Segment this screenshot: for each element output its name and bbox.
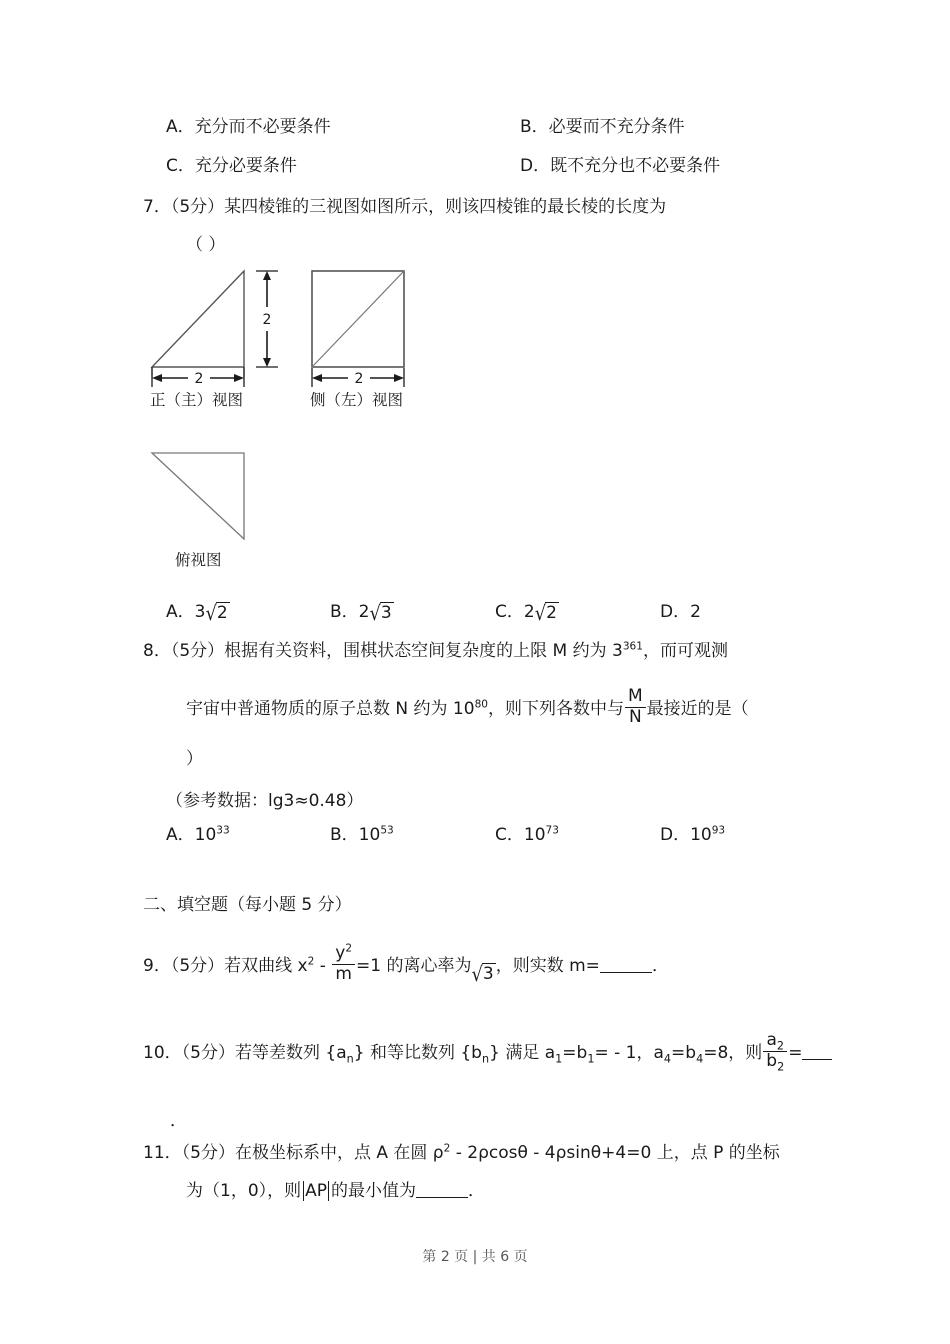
option-8-C-exponent: 73	[545, 824, 559, 837]
question-10-text-d: =b	[562, 1043, 588, 1064]
option-8-A-exponent: 33	[216, 824, 230, 837]
question-8-text-e: 最接近的是（	[646, 699, 749, 720]
option-8-B-base: 10	[358, 825, 381, 845]
option-7-A-label: A．	[166, 602, 195, 622]
option-6-A[interactable]: A．充分而不必要条件	[166, 117, 331, 137]
question-11-text-b: - 2ρcosθ - 4ρsinθ+4=0 上，点 P 的坐标	[450, 1143, 780, 1163]
question-8-line1	[143, 636, 728, 661]
sqrt-icon: √3	[369, 601, 392, 626]
question-11-period: ．	[468, 1181, 486, 1201]
question-10-equals: =	[788, 1043, 803, 1064]
option-7-B-radicand: 3	[380, 603, 392, 623]
option-7-A-radicand: 2	[216, 603, 228, 623]
option-7-B-label: B．	[330, 602, 359, 622]
side-view-figure	[308, 263, 418, 380]
sqrt-icon: √3	[471, 962, 494, 987]
question-9-radicand: 3	[482, 964, 494, 985]
question-11-line1	[143, 1138, 780, 1163]
option-8-D-label: D．	[660, 825, 691, 845]
section-2-heading: 二、填空题（每小题 5 分）	[143, 895, 352, 915]
front-view-figure	[148, 263, 288, 383]
front-view-svg	[148, 263, 288, 378]
question-10-sub-1b: 1	[587, 1052, 595, 1066]
question-10-period: ．	[170, 1111, 187, 1131]
option-8-D[interactable]	[660, 820, 725, 845]
option-8-C-base: 10	[523, 825, 546, 845]
question-10-text-f: =b	[671, 1043, 697, 1064]
question-10-sub-4b: 4	[696, 1052, 704, 1066]
question-11-exponent-2: 2	[443, 1142, 451, 1155]
front-view-caption: 正（主）视图	[150, 391, 244, 409]
side-view-width-label: 2	[354, 371, 364, 387]
question-8-text-c: 宇宙中普通物质的原子总数 N 约为 10	[186, 699, 475, 720]
question-7-stem: 某四棱锥的三视图如图所示，则该四棱锥的最长棱的长度为	[224, 197, 667, 217]
option-8-C-label: C．	[495, 825, 524, 845]
question-9-minus: -	[314, 956, 332, 977]
question-11-text-d: 的最小值为	[331, 1181, 417, 1201]
option-6-B[interactable]: B．必要而不充分条件	[520, 117, 685, 137]
question-8-text-a: 根据有关资料，围棋状态空间复杂度的上限 M 约为 3	[224, 641, 623, 661]
fraction-numerator-y2	[332, 942, 355, 965]
fraction-denominator-sub: 2	[777, 1060, 785, 1074]
question-7-line1	[143, 192, 666, 217]
fraction-a2-over-b2	[763, 1030, 787, 1074]
fraction-M-over-N	[625, 688, 646, 727]
option-7-C-label: C．	[495, 602, 524, 622]
question-8-exponent-361: 361	[622, 640, 643, 653]
question-7-score: （5分）	[170, 197, 225, 217]
sqrt-icon: √2	[534, 601, 557, 626]
question-9-score: （5分）	[170, 956, 225, 977]
side-view-dim-svg	[308, 367, 418, 389]
option-7-D-label: D．	[660, 602, 691, 622]
question-7-number: 7．	[143, 197, 171, 217]
option-8-C[interactable]	[495, 820, 559, 845]
question-10-text-e: = - 1，a	[594, 1043, 664, 1064]
fraction-denominator-m: m	[335, 963, 352, 984]
option-8-D-exponent: 93	[711, 824, 726, 837]
front-view-dim-svg	[148, 367, 258, 389]
top-view-svg	[148, 447, 263, 547]
fraction-numerator-a2	[763, 1032, 787, 1052]
question-10-sub-n2: n	[481, 1052, 490, 1066]
absolute-value-AP: AP	[305, 1181, 328, 1201]
question-10-sub-4a: 4	[663, 1052, 672, 1066]
question-10	[143, 1030, 832, 1074]
question-10-score: （5分）	[181, 1043, 235, 1064]
question-8-line3: ）	[186, 749, 203, 769]
question-9-text-b: =1 的离心率为	[356, 956, 472, 977]
option-7-A[interactable]	[166, 597, 230, 624]
question-8-reference-data: （参考数据：lg3≈0.48）	[166, 791, 364, 811]
question-10-text-g: =8，则	[703, 1043, 763, 1064]
question-11-score: （5分）	[181, 1143, 235, 1163]
sqrt-icon: √2	[205, 601, 228, 626]
question-8-number: 8．	[143, 641, 171, 661]
option-7-A-coefficient: 3	[194, 602, 206, 622]
fraction-denominator-b2	[763, 1050, 787, 1074]
question-11-text-a: 在极坐标系中，点 A 在圆 ρ	[234, 1143, 444, 1163]
question-11-line2	[186, 1176, 485, 1201]
question-9-number: 9．	[143, 956, 171, 977]
fraction-numerator-M: M	[625, 688, 646, 708]
question-8-text-b: ，而可观测	[642, 641, 728, 661]
option-6-D[interactable]: D．既不充分也不必要条件	[520, 156, 721, 176]
option-7-C-coefficient: 2	[523, 602, 535, 622]
option-8-D-base: 10	[690, 825, 712, 845]
option-7-D[interactable]	[660, 597, 701, 622]
front-view-height-label: 2	[262, 312, 272, 328]
fraction-denominator-N: N	[628, 706, 642, 727]
option-8-A-base: 10	[194, 825, 217, 845]
question-10-text-c: } 满足 a	[489, 1043, 556, 1064]
top-view-figure	[148, 447, 263, 552]
answer-blank-11[interactable]	[416, 1181, 468, 1198]
question-8-score: （5分）	[170, 641, 225, 661]
answer-blank-9[interactable]	[600, 956, 652, 973]
option-8-B-label: B．	[330, 825, 359, 845]
fraction-denominator-b: b	[766, 1050, 778, 1071]
question-8-line2	[186, 688, 749, 727]
question-10-sub-n1: n	[346, 1052, 354, 1066]
question-9	[143, 942, 669, 987]
question-9-exponent-2: 2	[307, 955, 315, 968]
option-8-A[interactable]	[166, 820, 230, 845]
question-11-number: 11．	[143, 1143, 182, 1163]
front-view-width-label: 2	[194, 371, 204, 387]
question-9-text-c: ，则实数 m=	[495, 956, 600, 977]
option-7-D-value: 2	[690, 602, 701, 622]
answer-blank-10[interactable]	[802, 1043, 832, 1060]
option-7-B[interactable]	[330, 597, 394, 624]
question-7-answer-paren: （ ）	[186, 235, 226, 255]
question-9-text-a: 若双曲线 x	[224, 956, 308, 977]
question-8-exponent-80: 80	[474, 698, 488, 711]
option-6-C[interactable]: C．充分必要条件	[166, 156, 297, 176]
page-footer: 第 2 页 | 共 6 页	[422, 1249, 528, 1265]
option-7-C[interactable]	[495, 597, 559, 624]
side-view-caption: 侧（左）视图	[310, 391, 404, 409]
fraction-numerator-exponent: 2	[345, 942, 353, 955]
question-10-text-a: 若等差数列 {a	[234, 1043, 347, 1064]
fraction-numerator-y: y	[335, 943, 346, 963]
question-10-text-b: } 和等比数列 {b	[353, 1043, 482, 1064]
fraction-y2-over-m	[332, 942, 355, 984]
option-7-C-radicand: 2	[546, 603, 557, 623]
question-10-number: 10．	[143, 1043, 182, 1064]
option-8-B-exponent: 53	[380, 824, 394, 837]
option-8-B[interactable]	[330, 820, 394, 845]
top-view-caption: 俯视图	[175, 551, 222, 569]
question-9-period: ．	[651, 956, 669, 977]
question-10-sub-1a: 1	[555, 1052, 563, 1066]
question-11-text-c: 为（1，0），则	[186, 1181, 302, 1201]
option-7-B-coefficient: 2	[358, 602, 370, 622]
fraction-numerator-sub: 2	[776, 1039, 785, 1053]
side-view-svg	[308, 263, 418, 375]
question-8-text-d: ，则下列各数中与	[487, 699, 624, 720]
option-8-A-label: A．	[166, 825, 195, 845]
fraction-numerator-a: a	[766, 1030, 777, 1050]
